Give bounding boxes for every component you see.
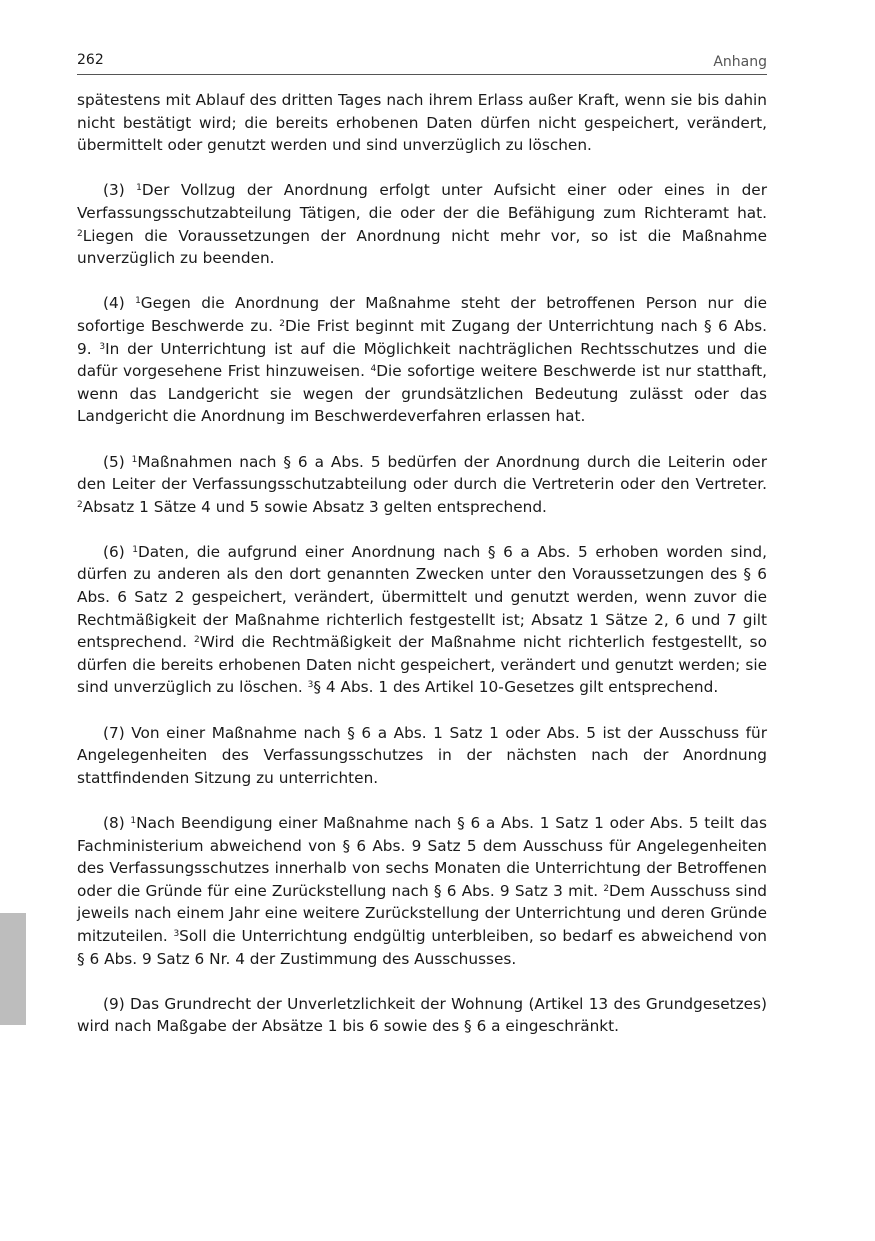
running-title: Anhang	[713, 54, 767, 70]
paragraph-absatz-6	[77, 541, 767, 699]
text-run: (4)	[103, 294, 136, 313]
text-run: Dem Ausschuss sind jeweils nach einem Jahr eine weitere Zurückstellung der Unterrichtung und deren Gründe mitzuteilen.	[77, 881, 768, 945]
paragraph-absatz-7	[77, 722, 767, 790]
text-run: spätestens mit Ablauf des dritten Tages nach ihrem Erlass außer Kraft, wenn sie bis dahin nicht bestätigt wird; die bereits erhobenen Daten dürfen nicht gespeichert, verändert, übermittelt oder genutzt werden und sind unverzüglich zu löschen.	[77, 91, 767, 155]
text-run: Der Vollzug der Anordnung erfolgt unter Aufsicht einer oder eines in der Verfassungsschutzabteilung Tätigen, die oder der die Befähigung zum Richteramt hat.	[77, 181, 768, 222]
sentence-number: 3	[99, 341, 106, 352]
sentence-number: 2	[193, 635, 200, 646]
sentence-number: 2	[279, 318, 286, 329]
text-run: (7) Von einer Maßnahme nach § 6 a Abs. 1 Satz 1 oder Abs. 5 ist der Ausschuss für Angelegenheiten des Verfassungsschutzes in der nächsten nach der Anordnung stattfindenden Sitzung zu unterrichten.	[77, 723, 767, 787]
sentence-number: 3	[173, 928, 180, 939]
sentence-number: 1	[136, 183, 142, 194]
text-run: (8)	[103, 814, 131, 832]
page-number: 262	[77, 52, 104, 68]
sentence-number: 2	[603, 883, 610, 894]
text-run: Die sofortige weitere Beschwerde ist nur statthaft, wenn das Landgericht sie wegen der grundsätzlichen Bedeutung zulässt oder das Landgericht die Anordnung im Beschwerdeverfahren erlassen hat.	[77, 362, 767, 426]
text-run: In der Unterrichtung ist auf die Möglichkeit nachträglichen Rechtsschutzes und die dafür vorgesehene Frist hinzuweisen.	[77, 339, 767, 381]
text-run: Maßnahmen nach § 6 a Abs. 5 bedürfen der Anordnung durch die Leiterin oder den Leiter der Verfassungsschutzabteilung oder durch die Vertreterin oder den Vertreter.	[77, 452, 768, 494]
paragraph-absatz-8	[77, 812, 767, 970]
paragraph-absatz-3	[77, 179, 767, 269]
sentence-number: 3	[307, 680, 314, 691]
sentence-number: 1	[130, 816, 137, 826]
sentence-number: 1	[135, 296, 141, 307]
text-run: Absatz 1 Sätze 4 und 5 sowie Absatz 3 gelten entsprechend.	[82, 497, 547, 516]
paragraph-absatz-9	[77, 993, 767, 1038]
text-run: Gegen die Anordnung der Maßnahme steht der betroffenen Person nur die sofortige Beschwerde zu.	[77, 294, 767, 335]
page-header	[77, 50, 767, 75]
thumb-index-tab	[0, 913, 26, 1025]
sentence-number: 4	[370, 364, 377, 375]
paragraph-continuation	[77, 89, 767, 157]
text-run: Liegen die Voraussetzungen der Anordnung nicht mehr vor, so ist die Maßnahme unverzüglich zu beenden.	[77, 226, 767, 268]
sentence-number: 2	[77, 499, 83, 510]
text-run: Die Frist beginnt mit Zugang der Unterrichtung nach § 6 Abs. 9.	[77, 316, 767, 358]
body-text	[77, 89, 767, 1061]
text-run: (9) Das Grundrecht der Unverletzlichkeit der Wohnung (Artikel 13 des Grundgesetzes) wird nach Maßgabe der Absätze 1 bis 6 sowie des § 6 a eingeschränkt.	[77, 994, 767, 1036]
text-run: Wird die Rechtmäßigkeit der Maßnahme nicht richterlich festgestellt, so dürfen die bereits erhobenen Daten nicht gespeichert, verändert und genutzt werden; sie sind unverzüglich zu löschen.	[77, 633, 768, 697]
text-run: § 4 Abs. 1 des Artikel 10-Gesetzes gilt entsprechend.	[313, 678, 719, 697]
text-run: (6)	[103, 542, 133, 561]
paragraph-absatz-5	[77, 451, 767, 519]
sentence-number: 2	[77, 228, 83, 239]
text-run: (3)	[103, 181, 137, 200]
text-run: Nach Beendigung einer Maßnahme nach § 6 a Abs. 1 Satz 1 oder Abs. 5 teilt das Fachministerium abweichend von § 6 Abs. 9 Satz 5 dem Ausschuss für Angelegenheiten des Verfassungsschutzes innerhalb von sechs Monaten die Unterrichtung der Betroffenen oder die Gründe für eine Zurückstellung nach § 6 Abs. 9 Satz 3 mit.	[77, 814, 768, 900]
text-run: (5)	[103, 452, 132, 471]
sentence-number: 1	[132, 544, 138, 555]
paragraph-absatz-4	[77, 292, 767, 428]
sentence-number: 1	[131, 454, 138, 465]
text-run: Daten, die aufgrund einer Anordnung nach § 6 a Abs. 5 erhoben worden sind, dürfen zu anderen als den dort genannten Zwecken unter den Voraussetzungen des § 6 Abs. 6 Satz 2 gespeichert, verändert, übermittelt und genutzt werden, wenn zuvor die Rechtmäßigkeit der Maßnahme richterlich festgestellt ist; Absatz 1 Sätze 2, 6 und 7 gilt entsprechend.	[77, 542, 767, 652]
text-run: Soll die Unterrichtung endgültig unterbleiben, so bedarf es abweichend von § 6 Abs. 9 Satz 6 Nr. 4 der Zustimmung des Ausschusses.	[77, 926, 767, 968]
